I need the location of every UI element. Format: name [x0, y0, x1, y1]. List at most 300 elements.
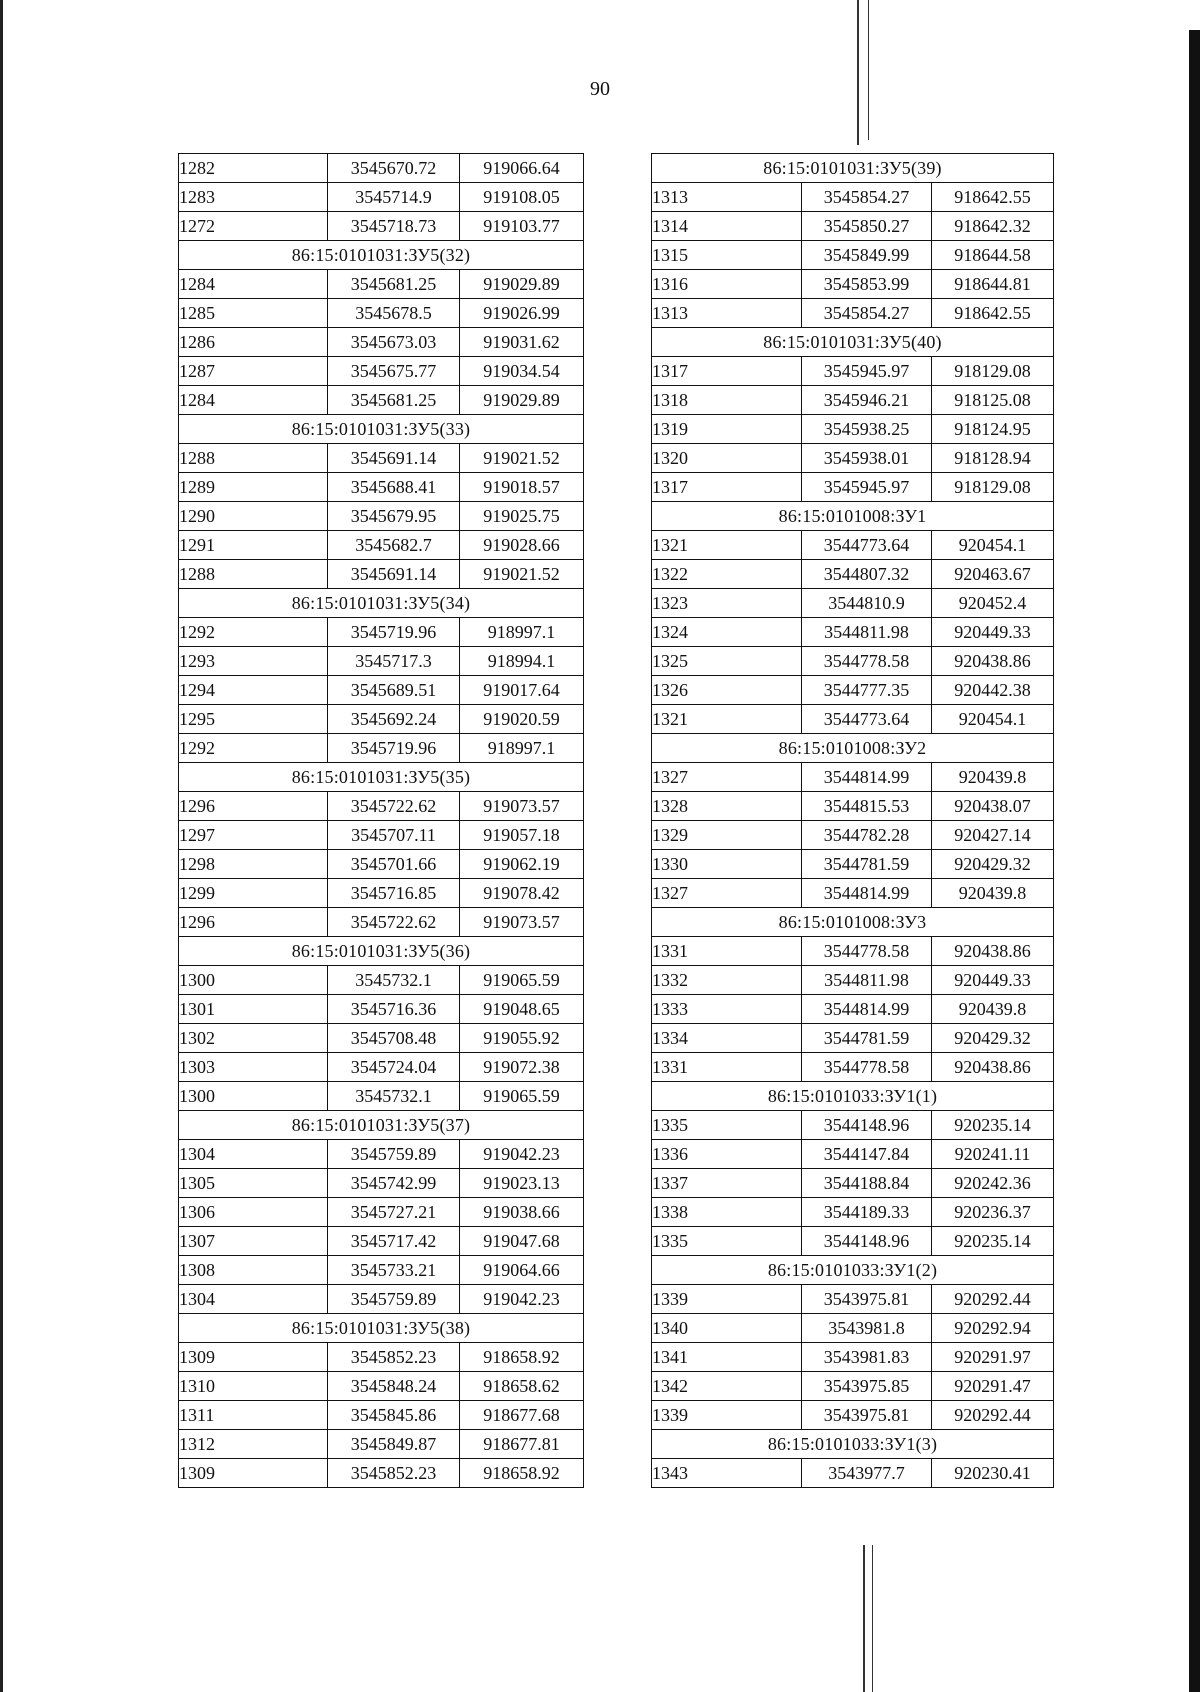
x-coordinate-cell: 3545854.27 [802, 299, 932, 328]
y-coordinate-cell: 918642.32 [932, 212, 1054, 241]
x-coordinate-cell: 3545682.7 [328, 531, 460, 560]
table-row [652, 270, 1054, 299]
y-coordinate-cell: 919103.77 [460, 212, 584, 241]
point-number-cell: 1311 [179, 1401, 328, 1430]
x-coordinate-cell: 3545691.14 [328, 560, 460, 589]
y-coordinate-cell: 919072.38 [460, 1053, 584, 1082]
x-coordinate-cell: 3545678.5 [328, 299, 460, 328]
y-coordinate-cell: 919034.54 [460, 357, 584, 386]
y-coordinate-cell: 919078.42 [460, 879, 584, 908]
table-row [652, 792, 1054, 821]
x-coordinate-cell: 3545845.86 [328, 1401, 460, 1430]
table-row [179, 908, 584, 937]
y-coordinate-cell: 918642.55 [932, 299, 1054, 328]
table-row [179, 1053, 584, 1082]
parcel-cadastral-number: 86:15:0101031:ЗУ5(36) [179, 937, 584, 966]
y-coordinate-cell: 919047.68 [460, 1227, 584, 1256]
point-number-cell: 1293 [179, 647, 328, 676]
x-coordinate-cell: 3545759.89 [328, 1140, 460, 1169]
x-coordinate-cell: 3545719.96 [328, 618, 460, 647]
table-row [179, 966, 584, 995]
x-coordinate-cell: 3545691.14 [328, 444, 460, 473]
table-row [652, 821, 1054, 850]
y-coordinate-cell: 918642.55 [932, 183, 1054, 212]
table-row [652, 850, 1054, 879]
table-row [652, 1343, 1054, 1372]
table-row [179, 357, 584, 386]
x-coordinate-cell: 3544777.35 [802, 676, 932, 705]
y-coordinate-cell: 920452.4 [932, 589, 1054, 618]
x-coordinate-cell: 3545946.21 [802, 386, 932, 415]
point-number-cell: 1321 [652, 531, 802, 560]
y-coordinate-cell: 919029.89 [460, 386, 584, 415]
parcel-cadastral-number: 86:15:0101031:ЗУ5(35) [179, 763, 584, 792]
x-coordinate-cell: 3543975.81 [802, 1401, 932, 1430]
point-number-cell: 1336 [652, 1140, 802, 1169]
binding-line [863, 1545, 865, 1692]
table-row [652, 1024, 1054, 1053]
y-coordinate-cell: 920291.47 [932, 1372, 1054, 1401]
table-row [179, 473, 584, 502]
point-number-cell: 1335 [652, 1227, 802, 1256]
point-number-cell: 1340 [652, 1314, 802, 1343]
point-number-cell: 1325 [652, 647, 802, 676]
x-coordinate-cell: 3544814.99 [802, 995, 932, 1024]
y-coordinate-cell: 920454.1 [932, 705, 1054, 734]
y-coordinate-cell: 919017.64 [460, 676, 584, 705]
point-number-cell: 1291 [179, 531, 328, 560]
y-coordinate-cell: 919108.05 [460, 183, 584, 212]
y-coordinate-cell: 919026.99 [460, 299, 584, 328]
parcel-cadastral-number: 86:15:0101031:ЗУ5(40) [652, 328, 1054, 357]
y-coordinate-cell: 920236.37 [932, 1198, 1054, 1227]
x-coordinate-cell: 3545670.72 [328, 154, 460, 183]
point-number-cell: 1342 [652, 1372, 802, 1401]
table-row [179, 154, 584, 183]
x-coordinate-cell: 3544773.64 [802, 705, 932, 734]
point-number-cell: 1297 [179, 821, 328, 850]
point-number-cell: 1287 [179, 357, 328, 386]
point-number-cell: 1328 [652, 792, 802, 821]
x-coordinate-cell: 3545707.11 [328, 821, 460, 850]
x-coordinate-cell: 3544778.58 [802, 937, 932, 966]
scan-edge-left [0, 0, 3, 1692]
point-number-cell: 1305 [179, 1169, 328, 1198]
table-row [652, 1285, 1054, 1314]
y-coordinate-cell: 920230.41 [932, 1459, 1054, 1488]
table-row [179, 1227, 584, 1256]
point-number-cell: 1284 [179, 270, 328, 299]
table-row [179, 792, 584, 821]
x-coordinate-cell: 3544811.98 [802, 618, 932, 647]
table-row [179, 618, 584, 647]
x-coordinate-cell: 3545689.51 [328, 676, 460, 705]
point-number-cell: 1317 [652, 357, 802, 386]
y-coordinate-cell: 918997.1 [460, 618, 584, 647]
y-coordinate-cell: 920292.94 [932, 1314, 1054, 1343]
table-row [179, 1024, 584, 1053]
table-row [652, 415, 1054, 444]
parcel-cadastral-number: 86:15:0101031:ЗУ5(33) [179, 415, 584, 444]
y-coordinate-cell: 920235.14 [932, 1227, 1054, 1256]
table-row [179, 531, 584, 560]
scan-edge-right [1189, 30, 1200, 1692]
y-coordinate-cell: 919073.57 [460, 908, 584, 937]
y-coordinate-cell: 919065.59 [460, 1082, 584, 1111]
x-coordinate-cell: 3544148.96 [802, 1227, 932, 1256]
y-coordinate-cell: 918677.68 [460, 1401, 584, 1430]
point-number-cell: 1300 [179, 1082, 328, 1111]
table-row [179, 647, 584, 676]
y-coordinate-cell: 920449.33 [932, 618, 1054, 647]
y-coordinate-cell: 919023.13 [460, 1169, 584, 1198]
point-number-cell: 1319 [652, 415, 802, 444]
table-row [652, 966, 1054, 995]
point-number-cell: 1322 [652, 560, 802, 589]
y-coordinate-cell: 918129.08 [932, 357, 1054, 386]
point-number-cell: 1301 [179, 995, 328, 1024]
point-number-cell: 1339 [652, 1401, 802, 1430]
point-number-cell: 1285 [179, 299, 328, 328]
table-row [652, 589, 1054, 618]
table-row [652, 879, 1054, 908]
table-row [652, 1053, 1054, 1082]
x-coordinate-cell: 3545732.1 [328, 966, 460, 995]
y-coordinate-cell: 919031.62 [460, 328, 584, 357]
table-row [179, 1343, 584, 1372]
point-number-cell: 1314 [652, 212, 802, 241]
table-row [652, 444, 1054, 473]
table-row [652, 1459, 1054, 1488]
table-row [652, 357, 1054, 386]
point-number-cell: 1292 [179, 618, 328, 647]
table-row [179, 995, 584, 1024]
x-coordinate-cell: 3545701.66 [328, 850, 460, 879]
point-number-cell: 1338 [652, 1198, 802, 1227]
x-coordinate-cell: 3545727.21 [328, 1198, 460, 1227]
table-row [652, 183, 1054, 212]
table-row [652, 560, 1054, 589]
parcel-header-row [652, 908, 1054, 937]
y-coordinate-cell: 919020.59 [460, 705, 584, 734]
point-number-cell: 1284 [179, 386, 328, 415]
x-coordinate-cell: 3544781.59 [802, 1024, 932, 1053]
y-coordinate-cell: 920454.1 [932, 531, 1054, 560]
point-number-cell: 1320 [652, 444, 802, 473]
parcel-cadastral-number: 86:15:0101031:ЗУ5(32) [179, 241, 584, 270]
point-number-cell: 1310 [179, 1372, 328, 1401]
parcel-header-row [652, 1430, 1054, 1459]
point-number-cell: 1331 [652, 1053, 802, 1082]
coordinates-table-left [178, 153, 584, 1488]
point-number-cell: 1316 [652, 270, 802, 299]
point-number-cell: 1317 [652, 473, 802, 502]
point-number-cell: 1292 [179, 734, 328, 763]
x-coordinate-cell: 3545681.25 [328, 270, 460, 299]
y-coordinate-cell: 920438.07 [932, 792, 1054, 821]
table-row [179, 734, 584, 763]
y-coordinate-cell: 919042.23 [460, 1285, 584, 1314]
y-coordinate-cell: 919055.92 [460, 1024, 584, 1053]
x-coordinate-cell: 3544147.84 [802, 1140, 932, 1169]
point-number-cell: 1327 [652, 763, 802, 792]
table-row [179, 676, 584, 705]
parcel-header-row [652, 1082, 1054, 1111]
y-coordinate-cell: 920291.97 [932, 1343, 1054, 1372]
point-number-cell: 1307 [179, 1227, 328, 1256]
x-coordinate-cell: 3545850.27 [802, 212, 932, 241]
table-row [179, 1256, 584, 1285]
point-number-cell: 1339 [652, 1285, 802, 1314]
x-coordinate-cell: 3545849.87 [328, 1430, 460, 1459]
parcel-header-row [179, 589, 584, 618]
y-coordinate-cell: 918658.92 [460, 1343, 584, 1372]
point-number-cell: 1337 [652, 1169, 802, 1198]
point-number-cell: 1294 [179, 676, 328, 705]
point-number-cell: 1296 [179, 792, 328, 821]
table-row [652, 299, 1054, 328]
point-number-cell: 1326 [652, 676, 802, 705]
y-coordinate-cell: 920427.14 [932, 821, 1054, 850]
x-coordinate-cell: 3545681.25 [328, 386, 460, 415]
point-number-cell: 1341 [652, 1343, 802, 1372]
point-number-cell: 1321 [652, 705, 802, 734]
table-row [652, 1314, 1054, 1343]
x-coordinate-cell: 3545722.62 [328, 908, 460, 937]
parcel-header-row [179, 937, 584, 966]
parcel-header-row [179, 763, 584, 792]
table-row [179, 1459, 584, 1488]
x-coordinate-cell: 3544189.33 [802, 1198, 932, 1227]
y-coordinate-cell: 919018.57 [460, 473, 584, 502]
parcel-cadastral-number: 86:15:0101031:ЗУ5(37) [179, 1111, 584, 1140]
point-number-cell: 1308 [179, 1256, 328, 1285]
y-coordinate-cell: 920439.8 [932, 879, 1054, 908]
y-coordinate-cell: 918644.81 [932, 270, 1054, 299]
coordinates-table-right [651, 153, 1054, 1488]
x-coordinate-cell: 3544773.64 [802, 531, 932, 560]
point-number-cell: 1323 [652, 589, 802, 618]
table-row [179, 1082, 584, 1111]
table-row [652, 676, 1054, 705]
x-coordinate-cell: 3545854.27 [802, 183, 932, 212]
table-row [652, 1401, 1054, 1430]
point-number-cell: 1312 [179, 1430, 328, 1459]
page-number: 90 [590, 78, 610, 100]
point-number-cell: 1272 [179, 212, 328, 241]
point-number-cell: 1309 [179, 1459, 328, 1488]
y-coordinate-cell: 920438.86 [932, 1053, 1054, 1082]
y-coordinate-cell: 919062.19 [460, 850, 584, 879]
table-row [652, 241, 1054, 270]
y-coordinate-cell: 919028.66 [460, 531, 584, 560]
table-row [652, 995, 1054, 1024]
x-coordinate-cell: 3544811.98 [802, 966, 932, 995]
x-coordinate-cell: 3545675.77 [328, 357, 460, 386]
x-coordinate-cell: 3545714.9 [328, 183, 460, 212]
x-coordinate-cell: 3545692.24 [328, 705, 460, 734]
x-coordinate-cell: 3545742.99 [328, 1169, 460, 1198]
point-number-cell: 1313 [652, 183, 802, 212]
y-coordinate-cell: 920463.67 [932, 560, 1054, 589]
point-number-cell: 1283 [179, 183, 328, 212]
x-coordinate-cell: 3544148.96 [802, 1111, 932, 1140]
table-row [179, 212, 584, 241]
point-number-cell: 1304 [179, 1140, 328, 1169]
parcel-header-row [179, 241, 584, 270]
y-coordinate-cell: 920438.86 [932, 937, 1054, 966]
y-coordinate-cell: 919066.64 [460, 154, 584, 183]
point-number-cell: 1313 [652, 299, 802, 328]
y-coordinate-cell: 920439.8 [932, 995, 1054, 1024]
table-row [179, 1401, 584, 1430]
point-number-cell: 1334 [652, 1024, 802, 1053]
point-number-cell: 1298 [179, 850, 328, 879]
y-coordinate-cell: 919021.52 [460, 444, 584, 473]
y-coordinate-cell: 920439.8 [932, 763, 1054, 792]
parcel-header-row [652, 154, 1054, 183]
y-coordinate-cell: 920449.33 [932, 966, 1054, 995]
point-number-cell: 1315 [652, 241, 802, 270]
y-coordinate-cell: 919021.52 [460, 560, 584, 589]
table-row [179, 1198, 584, 1227]
table-row [652, 1140, 1054, 1169]
coordinates-table-body [179, 154, 584, 1488]
point-number-cell: 1306 [179, 1198, 328, 1227]
x-coordinate-cell: 3545722.62 [328, 792, 460, 821]
y-coordinate-cell: 918125.08 [932, 386, 1054, 415]
parcel-cadastral-number: 86:15:0101033:ЗУ1(3) [652, 1430, 1054, 1459]
binding-line [857, 0, 859, 145]
y-coordinate-cell: 920242.36 [932, 1169, 1054, 1198]
x-coordinate-cell: 3543975.85 [802, 1372, 932, 1401]
y-coordinate-cell: 918677.81 [460, 1430, 584, 1459]
point-number-cell: 1304 [179, 1285, 328, 1314]
y-coordinate-cell: 920292.44 [932, 1401, 1054, 1430]
point-number-cell: 1324 [652, 618, 802, 647]
y-coordinate-cell: 918658.62 [460, 1372, 584, 1401]
y-coordinate-cell: 919064.66 [460, 1256, 584, 1285]
x-coordinate-cell: 3545719.96 [328, 734, 460, 763]
y-coordinate-cell: 920442.38 [932, 676, 1054, 705]
parcel-header-row [652, 328, 1054, 357]
x-coordinate-cell: 3545945.97 [802, 473, 932, 502]
point-number-cell: 1329 [652, 821, 802, 850]
y-coordinate-cell: 920429.32 [932, 1024, 1054, 1053]
x-coordinate-cell: 3544815.53 [802, 792, 932, 821]
point-number-cell: 1290 [179, 502, 328, 531]
y-coordinate-cell: 918994.1 [460, 647, 584, 676]
x-coordinate-cell: 3545718.73 [328, 212, 460, 241]
table-row [179, 502, 584, 531]
x-coordinate-cell: 3545732.1 [328, 1082, 460, 1111]
parcel-cadastral-number: 86:15:0101008:ЗУ1 [652, 502, 1054, 531]
x-coordinate-cell: 3545945.97 [802, 357, 932, 386]
x-coordinate-cell: 3545759.89 [328, 1285, 460, 1314]
parcel-cadastral-number: 86:15:0101008:ЗУ3 [652, 908, 1054, 937]
parcel-cadastral-number: 86:15:0101031:ЗУ5(39) [652, 154, 1054, 183]
x-coordinate-cell: 3545717.3 [328, 647, 460, 676]
table-row [652, 1198, 1054, 1227]
x-coordinate-cell: 3545853.99 [802, 270, 932, 299]
x-coordinate-cell: 3544778.58 [802, 1053, 932, 1082]
coordinates-table-body [652, 154, 1054, 1488]
x-coordinate-cell: 3545852.23 [328, 1459, 460, 1488]
y-coordinate-cell: 918997.1 [460, 734, 584, 763]
y-coordinate-cell: 919038.66 [460, 1198, 584, 1227]
point-number-cell: 1296 [179, 908, 328, 937]
x-coordinate-cell: 3545708.48 [328, 1024, 460, 1053]
table-row [179, 560, 584, 589]
x-coordinate-cell: 3545717.42 [328, 1227, 460, 1256]
x-coordinate-cell: 3545673.03 [328, 328, 460, 357]
table-row [179, 183, 584, 212]
table-row [179, 386, 584, 415]
x-coordinate-cell: 3544810.9 [802, 589, 932, 618]
y-coordinate-cell: 920438.86 [932, 647, 1054, 676]
table-row [179, 850, 584, 879]
table-row [652, 1372, 1054, 1401]
table-row [179, 1285, 584, 1314]
x-coordinate-cell: 3543975.81 [802, 1285, 932, 1314]
parcel-header-row [652, 734, 1054, 763]
point-number-cell: 1331 [652, 937, 802, 966]
parcel-cadastral-number: 86:15:0101033:ЗУ1(1) [652, 1082, 1054, 1111]
table-row [179, 821, 584, 850]
y-coordinate-cell: 920235.14 [932, 1111, 1054, 1140]
y-coordinate-cell: 920292.44 [932, 1285, 1054, 1314]
x-coordinate-cell: 3545716.36 [328, 995, 460, 1024]
point-number-cell: 1333 [652, 995, 802, 1024]
point-number-cell: 1332 [652, 966, 802, 995]
x-coordinate-cell: 3545688.41 [328, 473, 460, 502]
table-row [179, 328, 584, 357]
point-number-cell: 1295 [179, 705, 328, 734]
table-row [652, 937, 1054, 966]
table-row [179, 879, 584, 908]
table-row [179, 270, 584, 299]
y-coordinate-cell: 919042.23 [460, 1140, 584, 1169]
table-row [652, 1169, 1054, 1198]
x-coordinate-cell: 3545733.21 [328, 1256, 460, 1285]
x-coordinate-cell: 3545848.24 [328, 1372, 460, 1401]
x-coordinate-cell: 3545938.25 [802, 415, 932, 444]
y-coordinate-cell: 919065.59 [460, 966, 584, 995]
table-row [652, 763, 1054, 792]
table-row [652, 473, 1054, 502]
table-row [652, 1111, 1054, 1140]
x-coordinate-cell: 3543981.8 [802, 1314, 932, 1343]
point-number-cell: 1303 [179, 1053, 328, 1082]
point-number-cell: 1335 [652, 1111, 802, 1140]
parcel-cadastral-number: 86:15:0101008:ЗУ2 [652, 734, 1054, 763]
table-row [179, 705, 584, 734]
y-coordinate-cell: 918129.08 [932, 473, 1054, 502]
table-row [652, 386, 1054, 415]
x-coordinate-cell: 3545849.99 [802, 241, 932, 270]
parcel-header-row [652, 1256, 1054, 1285]
table-row [652, 705, 1054, 734]
y-coordinate-cell: 919025.75 [460, 502, 584, 531]
y-coordinate-cell: 918128.94 [932, 444, 1054, 473]
x-coordinate-cell: 3543981.83 [802, 1343, 932, 1372]
table-row [179, 1430, 584, 1459]
x-coordinate-cell: 3545938.01 [802, 444, 932, 473]
parcel-cadastral-number: 86:15:0101033:ЗУ1(2) [652, 1256, 1054, 1285]
x-coordinate-cell: 3545679.95 [328, 502, 460, 531]
point-number-cell: 1327 [652, 879, 802, 908]
point-number-cell: 1288 [179, 444, 328, 473]
